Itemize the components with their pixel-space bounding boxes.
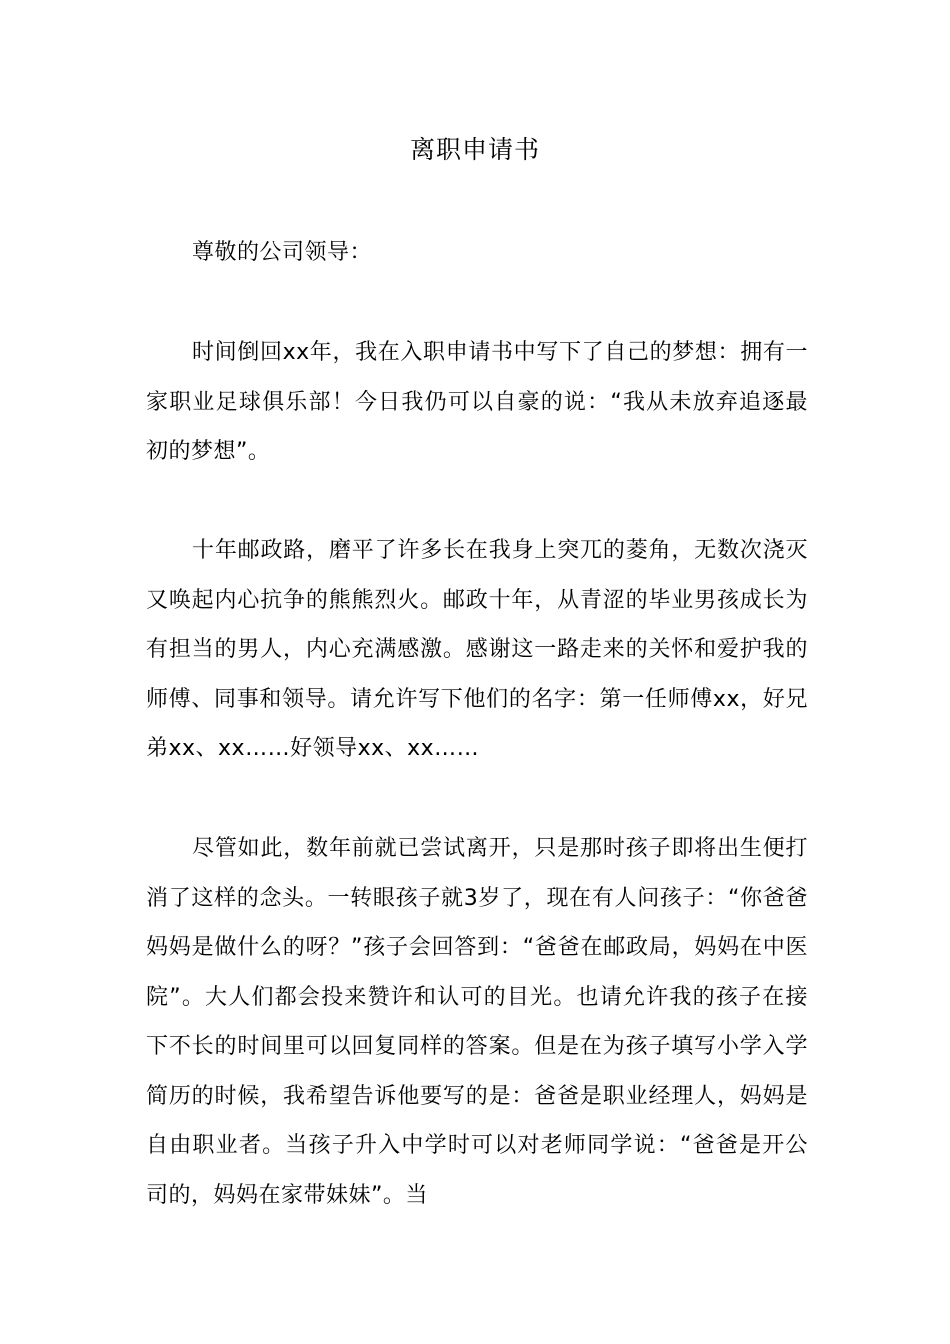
salutation: 尊敬的公司领导： (192, 240, 373, 265)
paragraph-1: 时间倒回xx年，我在入职申请书中写下了自己的梦想：拥有一家职业足球俱乐部！今日我仍可以自豪的说：“我从未放弃追逐最初的梦想”。 (146, 340, 808, 464)
paragraph-3: 尽管如此，数年前就已尝试离开，只是那时孩子即将出生便打消了这样的念头。一转眼孩子就3岁了，现在有人问孩子：“你爸爸妈妈是做什么的呀？”孩子会回答到：“爸爸在邮政局，妈妈在中医院”。大人们都会投来赞许和认可的目光。也请允许我的孩子在接下不长的时间里可以回复同样的答案。但是在为孩子填写小学入学简历的时候，我希望告诉他要写的是：爸爸是职业经理人，妈妈是自由职业者。当孩子升入中学时可以对老师同学说：“爸爸是开公司的，妈妈在家带妹妹”。当 (146, 836, 808, 1208)
document-title: 离职申请书 (409, 135, 540, 164)
paragraph-2: 十年邮政路，磨平了许多长在我身上突兀的菱角，无数次浇灭又唤起内心抗争的熊熊烈火。邮政十年，从青涩的毕业男孩成长为有担当的男人，内心充满感激。感谢这一路走来的关怀和爱护我的师傅、同事和领导。请允许写下他们的名字：第一任师傅xx，好兄弟xx、xx……好领导xx、xx…… (146, 538, 808, 761)
